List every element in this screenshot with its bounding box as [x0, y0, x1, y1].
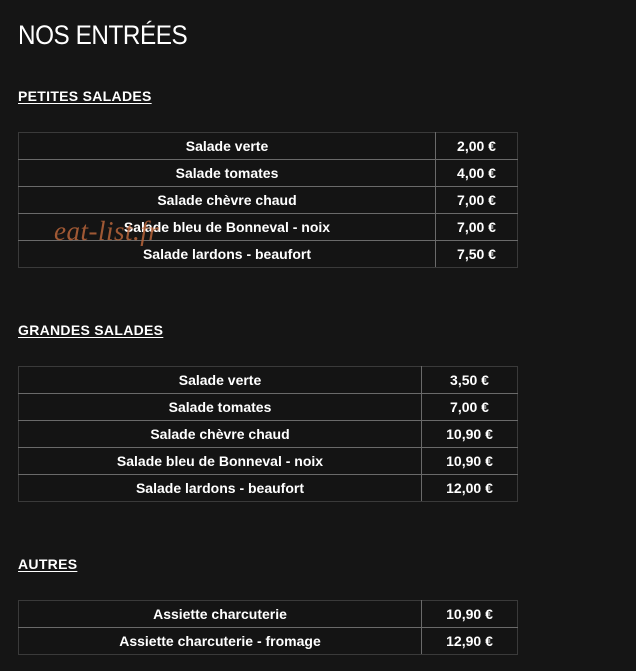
item-price: 7,00 € [436, 187, 518, 214]
table-row [19, 448, 518, 475]
item-name: Salade tomates [19, 394, 422, 421]
section-heading-grandes-salades: GRANDES SALADES [18, 322, 164, 338]
item-price: 7,00 € [436, 214, 518, 241]
watermark-logo: eat-list.fr [54, 216, 160, 246]
item-price: 7,50 € [436, 241, 518, 268]
page-title: NOS ENTRÉES [18, 20, 188, 50]
item-price: 7,00 € [422, 394, 518, 421]
table-row [19, 601, 518, 628]
item-price: 10,90 € [422, 421, 518, 448]
table-row [19, 214, 518, 241]
table-row [19, 421, 518, 448]
table-row [19, 133, 518, 160]
section-heading-autres: AUTRES [18, 556, 78, 572]
table-row [19, 475, 518, 502]
item-name: Salade verte [19, 133, 436, 160]
item-name: Assiette charcuterie [19, 601, 422, 628]
item-name: Salade lardons - beaufort [19, 475, 422, 502]
item-name: Assiette charcuterie - fromage [19, 628, 422, 655]
item-name: Salade lardons - beaufort [19, 241, 436, 268]
section-heading-petites-salades: PETITES SALADES [18, 88, 152, 104]
item-price: 12,90 € [422, 628, 518, 655]
item-name: Salade chèvre chaud [19, 187, 436, 214]
item-name: Salade bleu de Bonneval - noix [19, 448, 422, 475]
item-price: 3,50 € [422, 367, 518, 394]
item-price: 2,00 € [436, 133, 518, 160]
item-price: 10,90 € [422, 601, 518, 628]
table-row [19, 241, 518, 268]
item-name: Salade bleu de Bonneval - noix [19, 214, 436, 241]
item-name: Salade chèvre chaud [19, 421, 422, 448]
menu-table-grandes-salades [18, 366, 518, 502]
table-row [19, 367, 518, 394]
item-name: Salade tomates [19, 160, 436, 187]
table-row [19, 628, 518, 655]
item-price: 12,00 € [422, 475, 518, 502]
item-name: Salade verte [19, 367, 422, 394]
item-price: 4,00 € [436, 160, 518, 187]
menu-table-autres [18, 600, 518, 655]
table-row [19, 187, 518, 214]
menu-table-petites-salades [18, 132, 518, 268]
item-price: 10,90 € [422, 448, 518, 475]
table-row [19, 394, 518, 421]
table-row [19, 160, 518, 187]
